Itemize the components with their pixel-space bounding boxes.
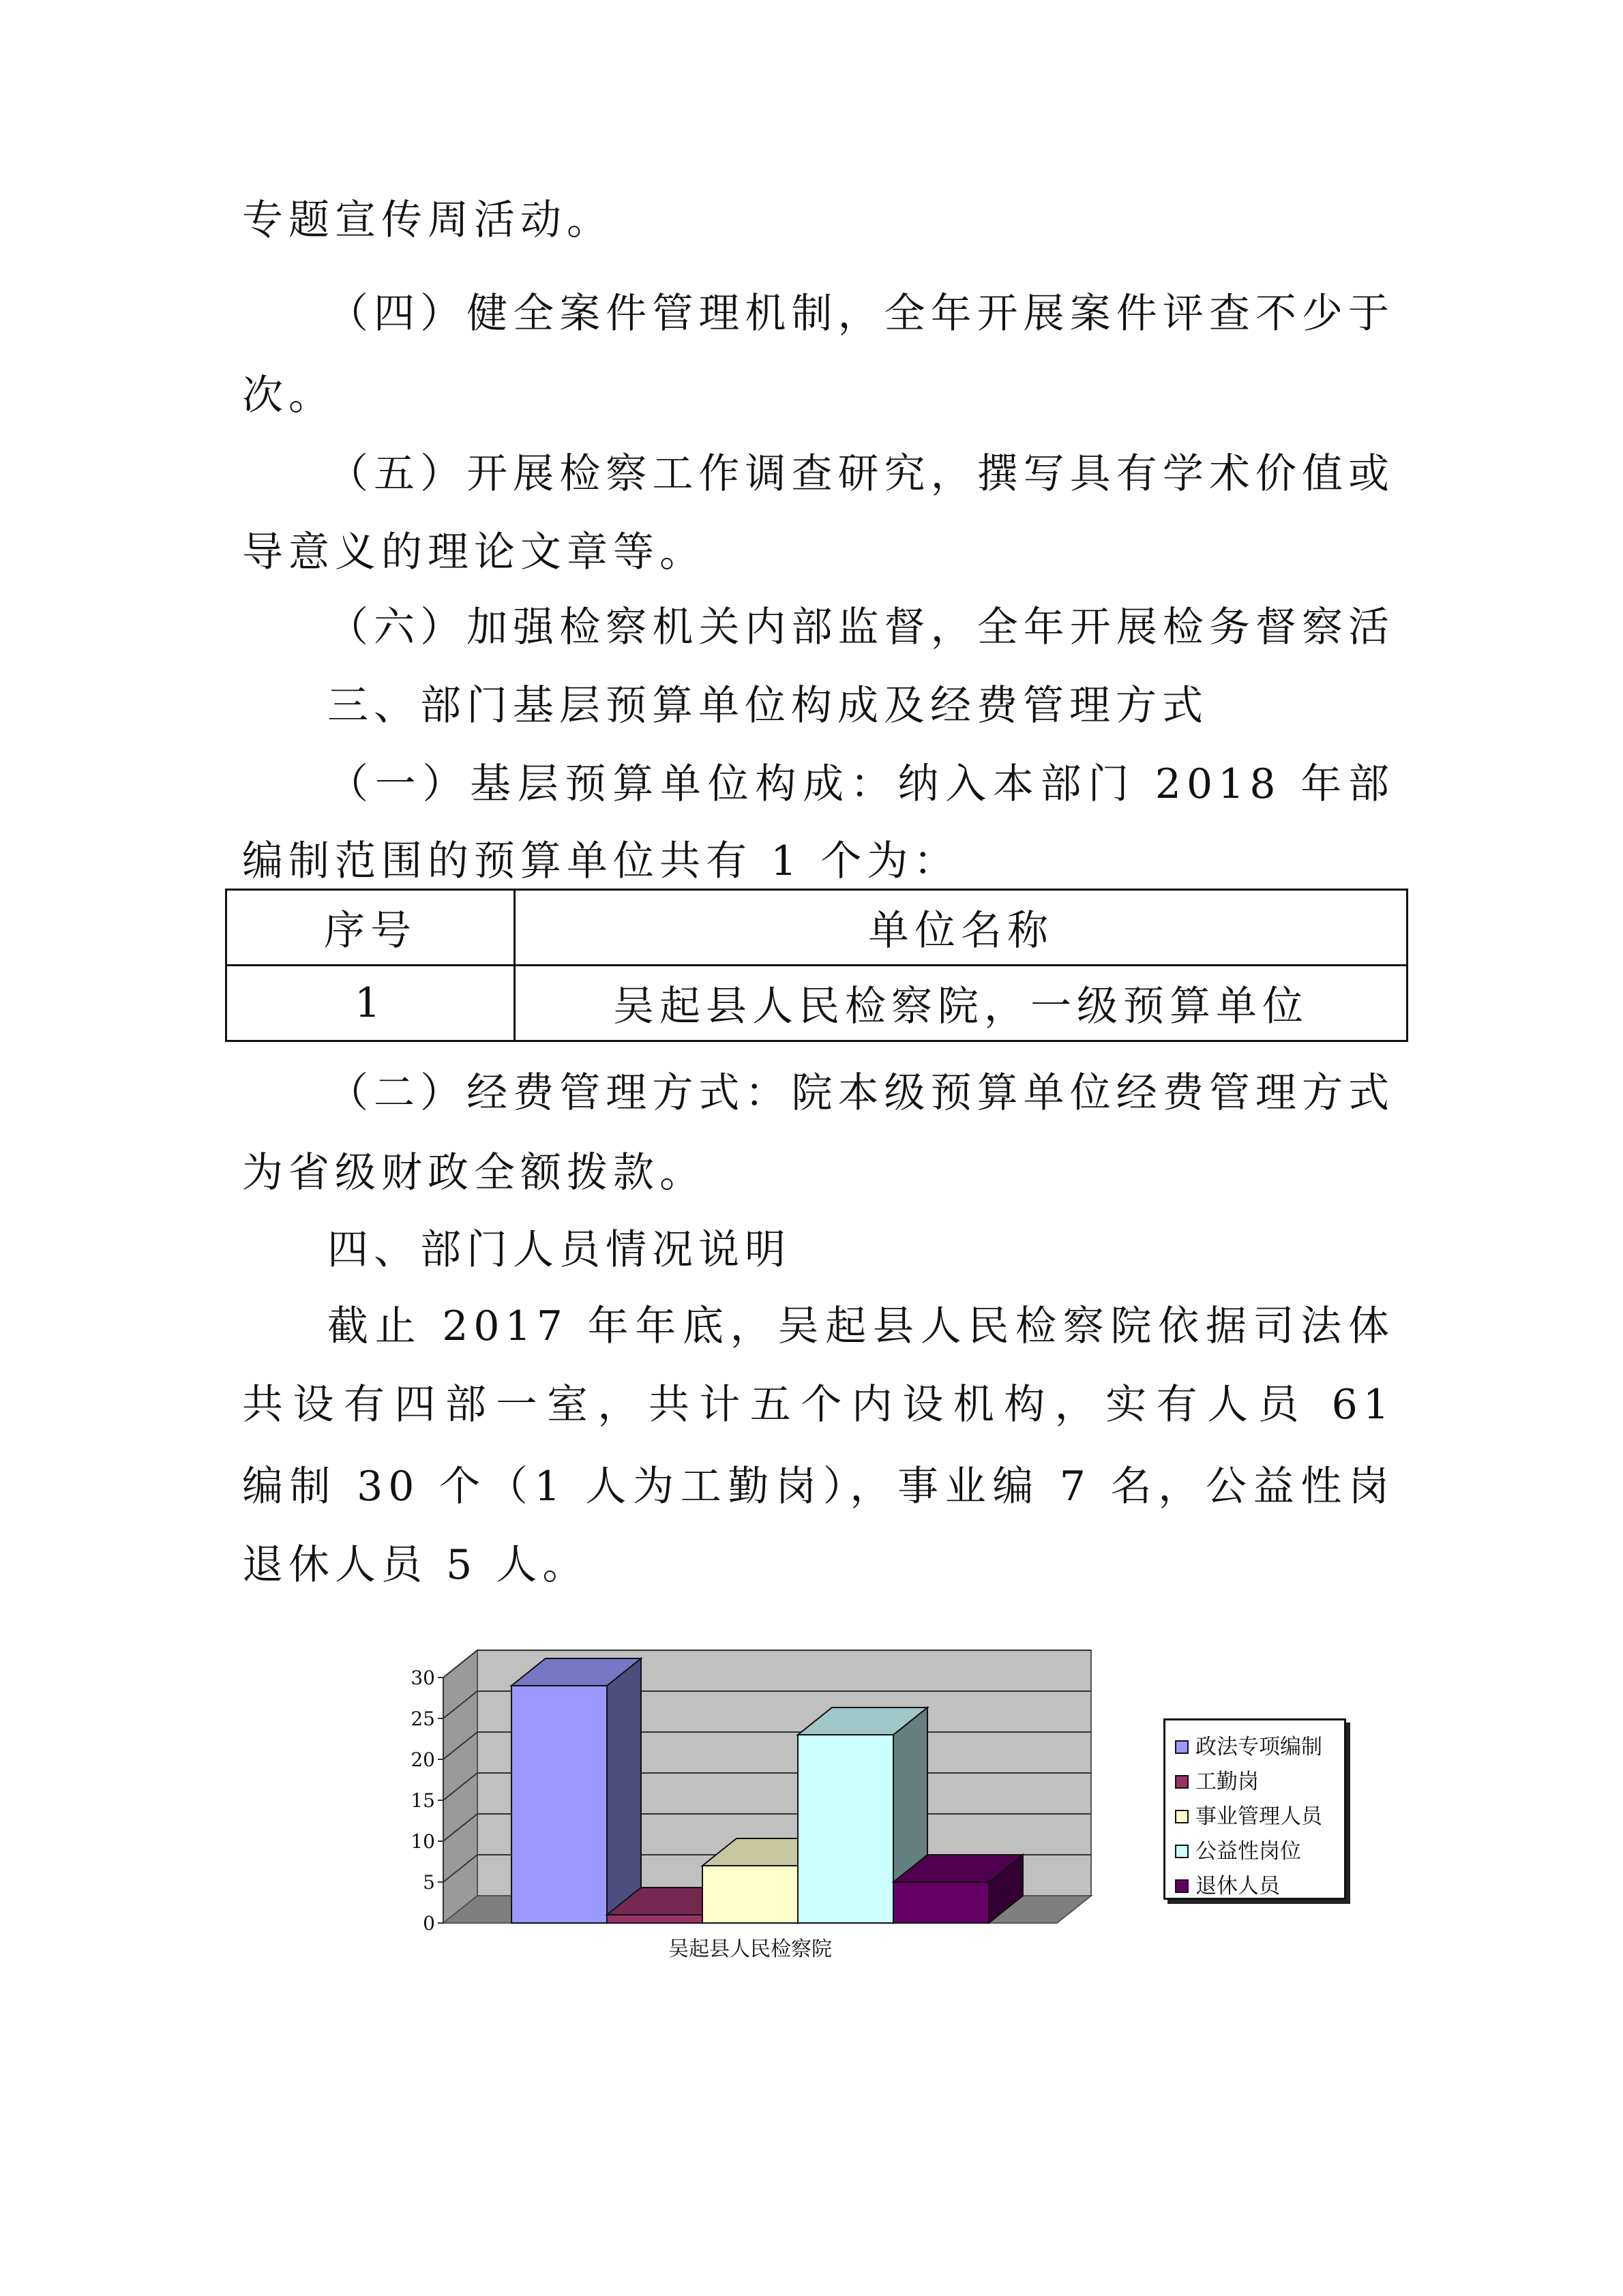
table-cell: 1 [226, 966, 515, 1041]
legend-label: 公益性岗位 [1195, 1839, 1301, 1864]
chart-legend [1163, 1718, 1346, 1900]
legend-swatch [1175, 1810, 1189, 1823]
bar [607, 1915, 702, 1923]
text-line: （六）加强检察机关内部监督，全年开展检务督察活 [327, 603, 1395, 651]
legend-item [1165, 1765, 1344, 1800]
text-line: （五）开展检察工作调查研究，撰写具有学术价值或 [327, 450, 1395, 498]
legend-swatch [1175, 1775, 1189, 1789]
text-line: （一）基层预算单位构成：纳入本部门 2018 年部 [327, 760, 1395, 808]
text-line: 次。 [242, 372, 335, 419]
text-line: 为省级财政全额拨款。 [242, 1149, 706, 1197]
text-line: （四）健全案件管理机制，全年开展案件评查不少于 [327, 290, 1395, 338]
bar-side [607, 1658, 641, 1923]
text-line: （二）经费管理方式：院本级预算单位经费管理方式 [327, 1069, 1395, 1117]
y-tick-label: 30 [411, 1667, 435, 1689]
table-header-row [226, 890, 1408, 966]
y-tick-label: 0 [423, 1912, 435, 1935]
y-tick-label: 10 [411, 1830, 435, 1853]
text-line: 编制范围的预算单位共有 1 个为： [242, 837, 960, 885]
legend-label: 政法专项编制 [1195, 1735, 1322, 1759]
legend-label: 事业管理人员 [1195, 1804, 1322, 1829]
legend-item [1165, 1834, 1344, 1869]
legend-label: 退休人员 [1195, 1874, 1280, 1898]
bar [511, 1686, 607, 1923]
text-line: 截止 2017 年年底，吴起县人民检察院依据司法体 [327, 1302, 1395, 1350]
text-line: 退休人员 5 人。 [242, 1541, 589, 1589]
text-line: 导意义的理论文章等。 [242, 528, 706, 576]
staff-bar-chart [409, 1637, 1159, 1978]
legend-label: 工勤岗 [1195, 1770, 1259, 1794]
legend-item [1165, 1869, 1344, 1904]
text-line: 共设有四部一室，共计五个内设机构，实有人员 61 [242, 1381, 1395, 1429]
table-row [226, 966, 1408, 1041]
text-line: 编制 30 个（1 人为工勤岗），事业编 7 名，公益性岗 [242, 1463, 1395, 1510]
bar [702, 1866, 798, 1923]
bar [798, 1735, 893, 1923]
section-heading: 四、部门人员情况说明 [327, 1226, 791, 1274]
legend-swatch [1175, 1740, 1189, 1754]
x-category-label: 吴起县人民检察院 [668, 1937, 832, 1961]
y-tick-label: 25 [411, 1708, 435, 1730]
legend-swatch [1175, 1879, 1189, 1893]
y-tick-label: 15 [411, 1789, 435, 1812]
text-line: 专题宣传周活动。 [242, 196, 613, 244]
y-tick-label: 5 [423, 1871, 435, 1894]
table-header-cell: 序号 [226, 890, 515, 966]
y-tick-label: 20 [411, 1748, 435, 1771]
legend-item [1165, 1800, 1344, 1834]
legend-item [1165, 1730, 1344, 1765]
budget-unit-table [225, 889, 1408, 1042]
legend-swatch [1175, 1845, 1189, 1858]
table-cell: 吴起县人民检察院，一级预算单位 [515, 966, 1408, 1041]
bar [893, 1882, 989, 1923]
section-heading: 三、部门基层预算单位构成及经费管理方式 [327, 682, 1208, 730]
table-header-cell: 单位名称 [515, 890, 1408, 966]
